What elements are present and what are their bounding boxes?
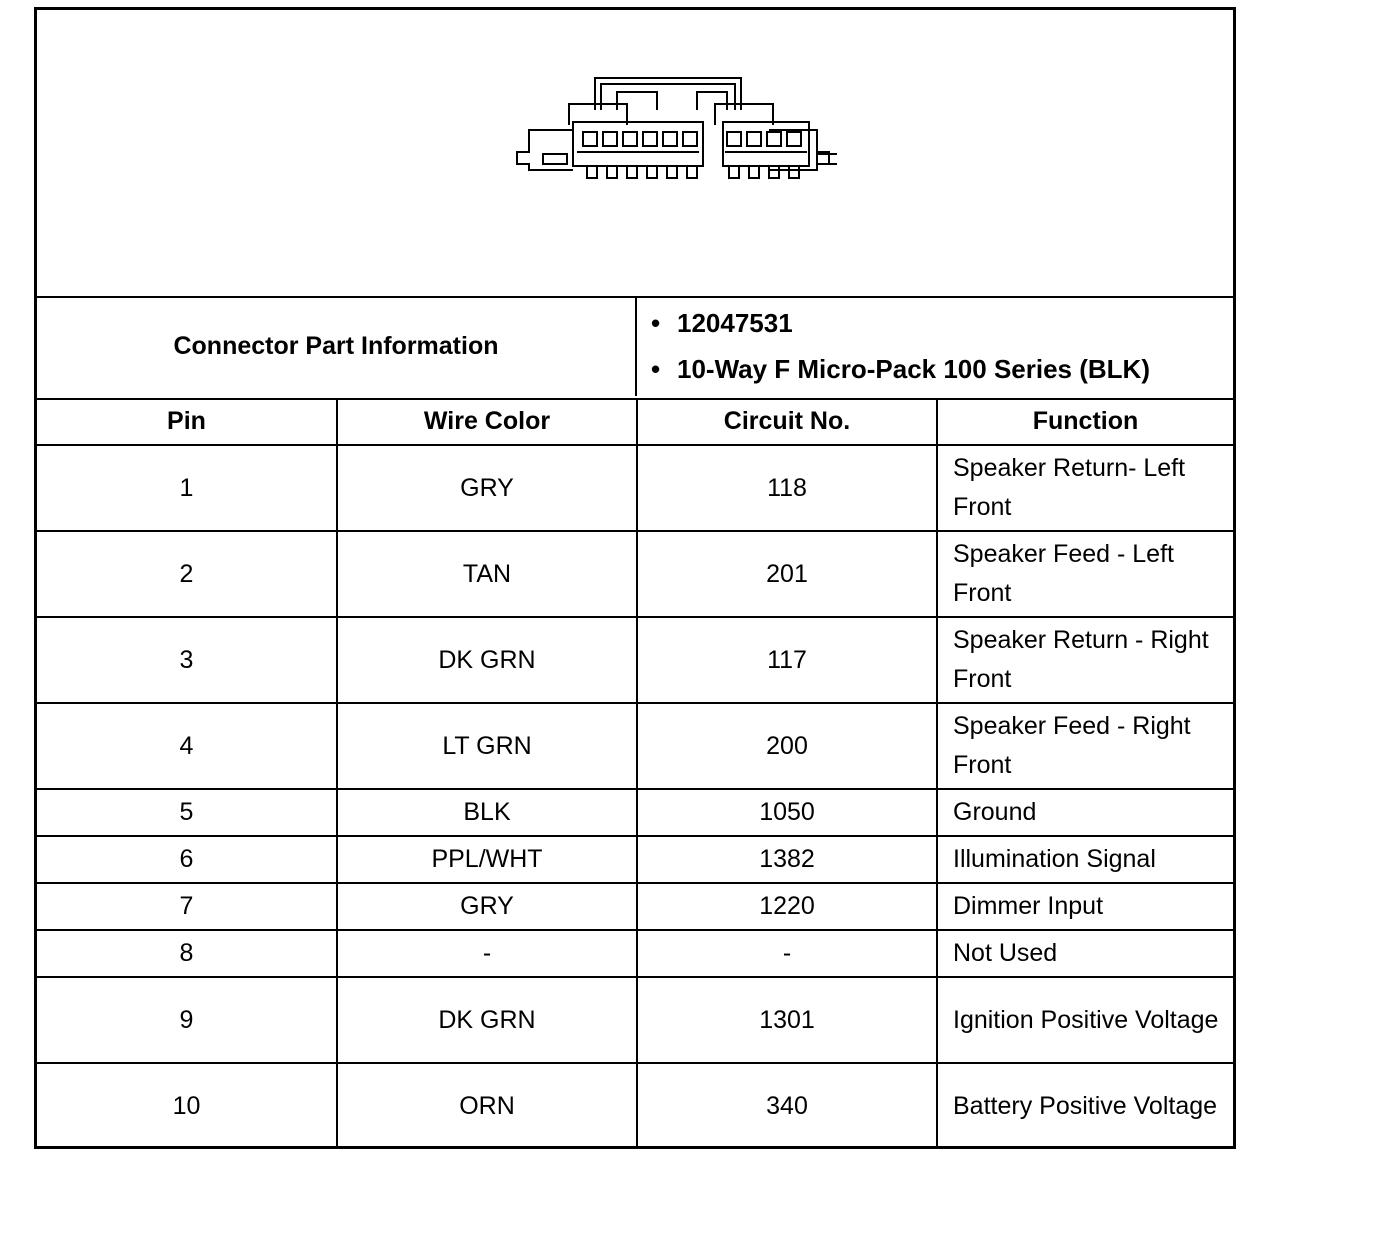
pin-cell: 3	[37, 617, 337, 703]
table-row	[37, 445, 1233, 531]
pin-cell: 2	[37, 531, 337, 617]
circuit-cell: 1382	[637, 836, 937, 883]
function-cell: Battery Positive Voltage	[937, 1063, 1233, 1149]
table-row	[37, 789, 1233, 836]
connector-description: • 10-Way F Micro-Pack 100 Series (BLK)	[651, 346, 1150, 392]
circuit-cell: 200	[637, 703, 937, 789]
wire-color-cell: DK GRN	[337, 977, 637, 1063]
pin-cell: 4	[37, 703, 337, 789]
function-cell: Speaker Return - Right Front	[937, 617, 1233, 703]
part-number: • 12047531	[651, 300, 1150, 346]
wire-color-cell: TAN	[337, 531, 637, 617]
pinout-table	[37, 398, 1233, 1149]
pin-cell: 1	[37, 445, 337, 531]
function-cell: Speaker Return- Left Front	[937, 445, 1233, 531]
wire-color-cell: BLK	[337, 789, 637, 836]
pin-cell: 9	[37, 977, 337, 1063]
function-cell: Speaker Feed - Left Front	[937, 531, 1233, 617]
function-cell: Not Used	[937, 930, 1233, 977]
function-cell: Ignition Positive Voltage	[937, 977, 1233, 1063]
circuit-cell: 1050	[637, 789, 937, 836]
table-row	[37, 617, 1233, 703]
wire-color-cell: GRY	[337, 883, 637, 930]
pin-cell: 7	[37, 883, 337, 930]
pin-cell: 5	[37, 789, 337, 836]
header-wire-color: Wire Color	[337, 398, 637, 445]
table-row	[37, 883, 1233, 930]
header-circuit: Circuit No.	[637, 398, 937, 445]
wire-color-cell: DK GRN	[337, 617, 637, 703]
function-cell: Ground	[937, 789, 1233, 836]
function-cell: Speaker Feed - Right Front	[937, 703, 1233, 789]
table-row	[37, 1063, 1233, 1149]
table-row	[37, 930, 1233, 977]
circuit-cell: 1220	[637, 883, 937, 930]
circuit-cell: 201	[637, 531, 937, 617]
connector-info-list	[651, 300, 1150, 392]
function-cell: Illumination Signal	[937, 836, 1233, 883]
connector-drawing	[477, 70, 837, 190]
table-row	[37, 703, 1233, 789]
connector-info-label: Connector Part Information	[37, 296, 637, 396]
wire-color-cell: PPL/WHT	[337, 836, 637, 883]
connector-sheet	[34, 7, 1236, 1149]
wire-color-cell: LT GRN	[337, 703, 637, 789]
connector-info	[37, 296, 1233, 400]
header-pin: Pin	[37, 398, 337, 445]
table-header-row	[37, 398, 1233, 445]
wire-color-cell: ORN	[337, 1063, 637, 1149]
table-row	[37, 836, 1233, 883]
header-function: Function	[937, 398, 1233, 445]
circuit-cell: 340	[637, 1063, 937, 1149]
circuit-cell: 118	[637, 445, 937, 531]
pin-cell: 6	[37, 836, 337, 883]
table-row	[37, 977, 1233, 1063]
circuit-cell: 117	[637, 617, 937, 703]
function-cell: Dimmer Input	[937, 883, 1233, 930]
circuit-cell: 1301	[637, 977, 937, 1063]
connector-diagram	[37, 10, 1233, 298]
circuit-cell: -	[637, 930, 937, 977]
wire-color-cell: -	[337, 930, 637, 977]
pin-cell: 10	[37, 1063, 337, 1149]
table-row	[37, 531, 1233, 617]
pin-cell: 8	[37, 930, 337, 977]
wire-color-cell: GRY	[337, 445, 637, 531]
